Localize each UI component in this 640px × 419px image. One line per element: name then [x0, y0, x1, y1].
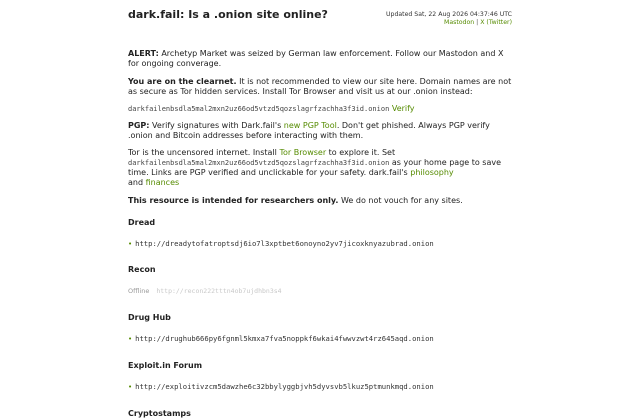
alert-text: Archetyp Market was seized by German law enforcement. Follow our Mastodon and X for ongoing converage.: [128, 49, 504, 68]
page-content: [128, 0, 512, 419]
site-entry-dread: [128, 239, 512, 249]
clearnet-text: It is not recommended to view our site here. Domain names are not as secure as Tor hidden services. Install Tor Browser and visit us at our .onion instead:: [128, 77, 512, 96]
philosophy-link[interactable]: philosophy: [410, 168, 454, 177]
research-notice: [128, 196, 512, 206]
tor-text-1: Tor is the uncensored internet. Install: [128, 148, 280, 157]
site-url-dread[interactable]: http://dreadytofatroptsdj6io7l3xptbet6onoyno2yv7jicoxknyazubrad.onion: [135, 239, 434, 248]
social-links: [386, 19, 512, 27]
site-title-drug-hub: Drug Hub: [128, 313, 171, 322]
pgp-text-after: . Don't get phished. Always PGP verify .onion and Bitcoin addresses before interacting with them.: [128, 121, 490, 140]
online-bullet: •: [128, 240, 133, 248]
site-title-dread: Dread: [128, 218, 156, 227]
tor-text-3: as your home page to save time. Links are PGP verified and unclickable for your safety. dark.fail's: [128, 158, 502, 177]
research-text: We do not vouch for any sites.: [338, 196, 463, 205]
site-title-exploit-forum: Exploit.in Forum: [128, 361, 203, 370]
alert-label: ALERT:: [128, 49, 159, 58]
finances-link[interactable]: finances: [145, 178, 180, 187]
updated-timestamp: Updated Sat, 22 Aug 2026 04:37:46 UTC: [385, 11, 512, 18]
clearnet-label: You are on the clearnet.: [128, 77, 237, 86]
site-url-exploit-forum[interactable]: http://exploitivzcm5dawzhe6c32bbylyggbjvh5dyvsvb5lkuz5ptmunkmqd.onion: [135, 382, 434, 391]
pgp-label: PGP:: [128, 121, 150, 130]
tor-notice: [128, 148, 512, 188]
site-entry-drug-hub: [128, 334, 512, 344]
online-bullet: •: [128, 335, 133, 343]
tor-browser-link[interactable]: Tor Browser: [279, 148, 327, 157]
site-url-recon[interactable]: http://recon222tttn4ob7ujdhbn3s4: [156, 287, 282, 295]
tor-onion-address[interactable]: darkfailenbsdla5mal2mxn2uz66od5vtzd5qozslagrfzachha3f3id.onion: [128, 159, 390, 167]
site-entry-exploit-forum: [128, 382, 512, 392]
alert-notice: [128, 49, 512, 69]
online-bullet: •: [128, 383, 133, 391]
pgp-tool-link[interactable]: new PGP Tool: [283, 121, 337, 130]
mastodon-link[interactable]: Mastodon: [443, 19, 475, 26]
site-entry-recon: [128, 286, 512, 296]
header-meta: [386, 11, 512, 27]
onion-address-row: [128, 104, 512, 114]
tor-text-2: to explore it. Set: [326, 148, 396, 157]
pgp-text-before: Verify signatures with Dark.fail's: [149, 121, 284, 130]
clearnet-notice: [128, 77, 512, 97]
site-title-cryptostamps: Cryptostamps: [128, 409, 191, 418]
pgp-notice: [128, 121, 512, 141]
x-twitter-link[interactable]: X (Twitter): [480, 19, 512, 26]
offline-status: Offline: [128, 287, 150, 295]
research-label: This resource is intended for researchers only.: [128, 196, 339, 205]
tor-text-4: and: [128, 178, 146, 187]
social-separator: |: [476, 19, 479, 26]
verify-link[interactable]: Verify: [391, 104, 415, 113]
site-title-recon: Recon: [128, 265, 156, 274]
site-url-drug-hub[interactable]: http://drughub666py6fgnml5kmxa7fva5noppkf6wkai4fwwvzwt4rz645aqd.onion: [135, 334, 434, 343]
page-title: dark.fail: Is a .onion site online?: [128, 8, 328, 21]
darkfail-onion-address[interactable]: darkfailenbsdla5mal2mxn2uz66od5vtzd5qozslagrfzachha3f3id.onion: [128, 105, 390, 113]
